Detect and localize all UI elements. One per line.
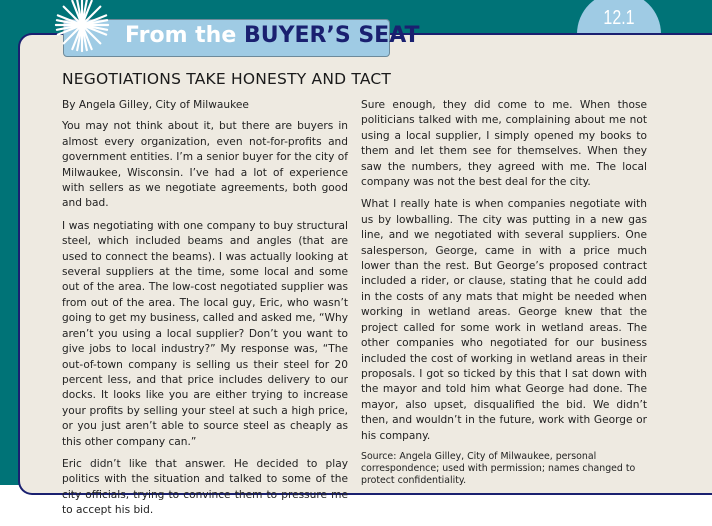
section-number: 12.1: [603, 7, 635, 29]
paragraph: You may not think about it, but there are buyers in almost every organization, even not-for-profits and government entities. I’m a senior buyer for the city of Milwaukee, Wisconsin. I’ve had a lot of experience with sellers as we negotiate agreements, both good and bad.: [62, 120, 348, 210]
paragraph: I was negotiating with one company to buy structural steel, which included beams and angles (that are used to connect the beams). I was actually looking at several suppliers at the time, some local and some out of the area. The low-cost negotiated supplier was from out of the area. The local guy, Eric, who wasn’t going to get my business, called and asked me, “Why aren’t you using a local supplier? Don’t you want to give jobs to local industry?” My response was, “The out-of-town company is selling us their steel for 20 percent less, and that price includes delivery to our docks. It looks like you are either trying to increase your profits by selling your steel at such a high price, or you just aren’t able to source steel as cheaply as this other company can.”: [62, 219, 348, 448]
feature-title-prefix: From the: [125, 23, 244, 48]
sunburst-icon: [53, 0, 111, 54]
feature-title: [125, 23, 420, 48]
paragraph: What I really hate is when companies negotiate with us by lowballing. The city was putting in a new gas line, and we negotiated with several suppliers. One salesperson, George, came in with a price much lower than the rest. But George’s proposed contract included a rider, or clause, stating that he could add in the costs of any mats that might be needed when working in wetland areas. George knew that the project called for some work in wetland areas. The other companies who negotiated for our business included the cost of working in wetland areas in their proposals. I got so ticked by this that I sat down with the mayor and told him what George had done. The mayor, also upset, disqualified the bid. We didn’t then, and wouldn’t in the future, work with George or his company.: [361, 198, 647, 442]
article-headline: NEGOTIATIONS TAKE HONESTY AND TACT: [62, 70, 392, 88]
source-note: Source: Angela Gilley, City of Milwaukee, personal correspondence; used with permission; names changed to protect confidentiality.: [361, 450, 636, 486]
byline: By Angela Gilley, City of Milwaukee: [62, 99, 249, 111]
article-column-right: [361, 98, 647, 494]
paragraph: Eric didn’t like that answer. He decided to play politics with the situation and talked to some of the city officials, trying to convince them to pressure me to accept his bid.: [62, 457, 348, 517]
article-column-left: [62, 98, 348, 526]
paragraph: Sure enough, they did come to me. When those politicians talked with me, complaining about me not using a local supplier, I simply opened my books to them and let them see for themselves. When they saw the numbers, they agreed with me. The local company was not the best deal for the city.: [361, 99, 647, 189]
feature-title-emphasis: BUYER’S SEAT: [243, 23, 420, 48]
